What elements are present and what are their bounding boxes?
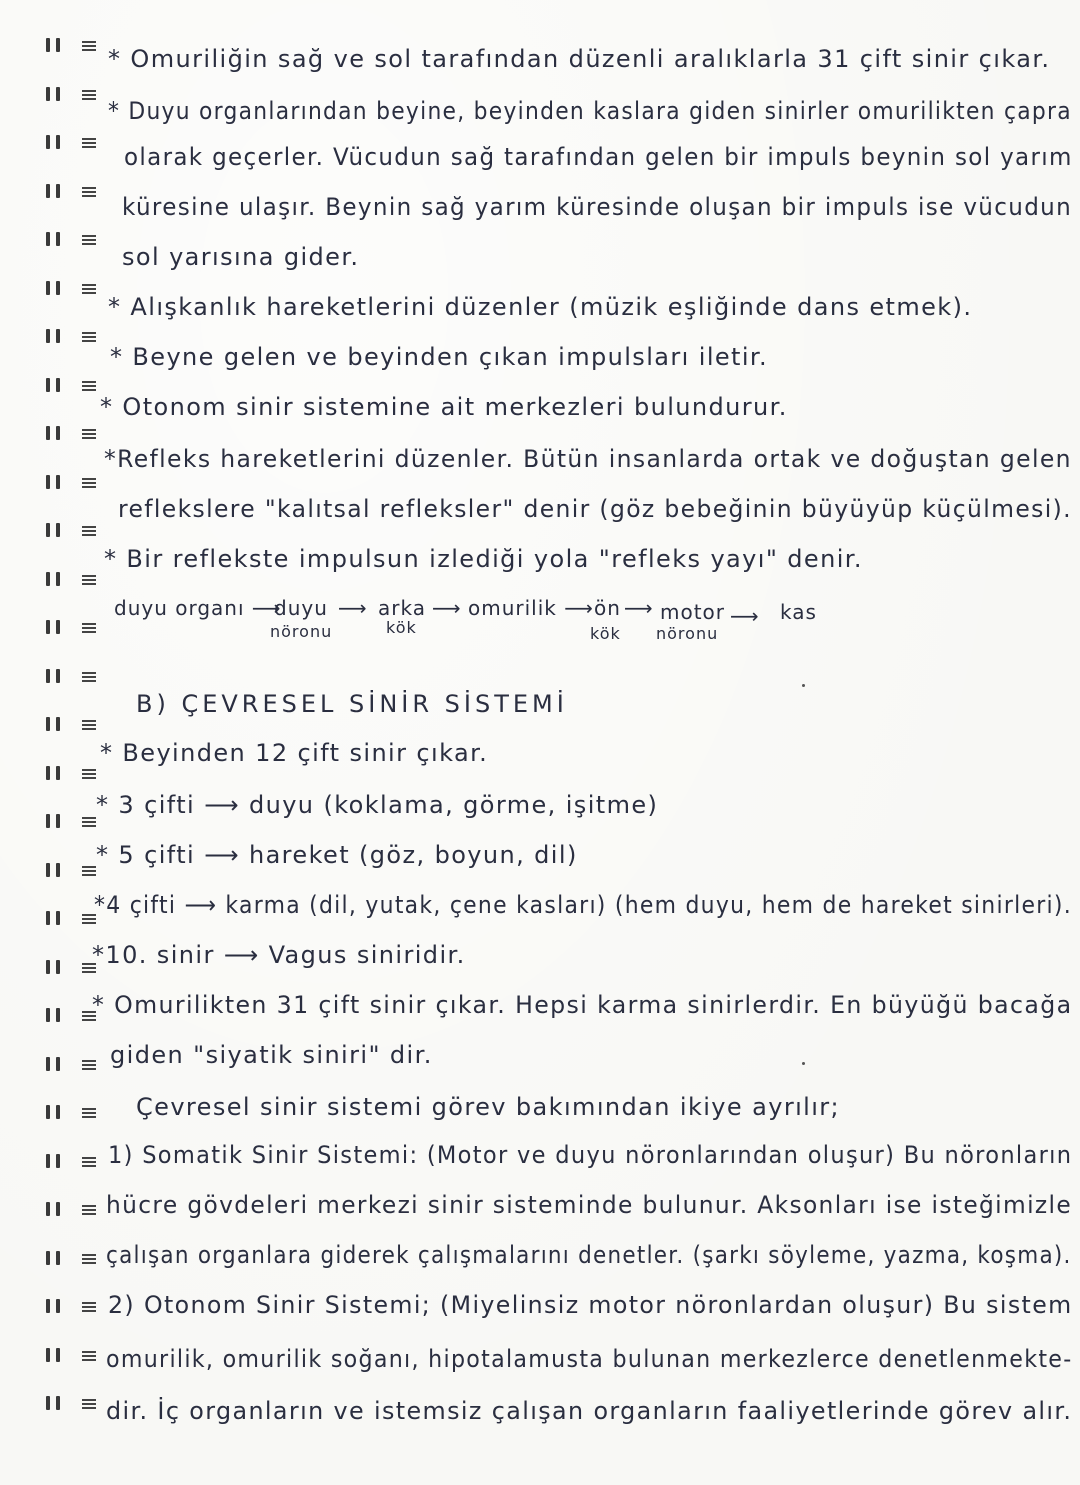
text-line-21: hücre gövdeleri merkezi sinir sisteminde bulunur. Aksonları ise isteğimizle — [106, 1191, 1073, 1219]
binding-ring — [40, 669, 96, 683]
binding-ring — [40, 863, 96, 877]
binding-ring — [40, 475, 96, 489]
text-line-20: 1) Somatik Sinir Sistemi: (Motor ve duyu nöronlarından oluşur) Bu nöronların — [108, 1141, 1073, 1169]
binding-ring — [40, 426, 96, 440]
text-line-18: giden "siyatik siniri" dir. — [110, 1041, 433, 1069]
pencil-dot-2 — [802, 1062, 805, 1065]
binding-ring — [40, 572, 96, 586]
binding-ring — [40, 1057, 96, 1071]
binding-ring — [40, 232, 96, 246]
reflex-step-ventral: ön — [594, 596, 621, 620]
binding-ring — [40, 1008, 96, 1022]
text-line-16: *10. sinir ⟶ Vagus siniridir. — [92, 941, 466, 969]
binding-ring — [40, 1348, 96, 1362]
text-line-5: sol yarısına gider. — [122, 243, 360, 271]
binding-ring — [40, 87, 96, 101]
reflex-step-sensory: duyu — [274, 596, 328, 620]
text-line-19: Çevresel sinir sistemi görev bakımından ikiye ayrılır; — [136, 1093, 841, 1121]
text-line-17: * Omurilikten 31 çift sinir çıkar. Hepsi karma sinirlerdir. En büyüğü bacağa — [92, 991, 1073, 1019]
binding-ring — [40, 38, 96, 52]
reflex-arrow-2: ⟶ — [338, 596, 368, 620]
binding-ring — [40, 378, 96, 392]
reflex-step-dorsal-sub: kök — [386, 618, 417, 637]
text-line-11: * Bir reflekste impulsun izlediği yola "refleks yayı" denir. — [104, 545, 863, 573]
binding-ring — [40, 1202, 96, 1216]
binding-ring — [40, 1396, 96, 1410]
binding-ring — [40, 766, 96, 780]
binding-ring — [40, 1154, 96, 1168]
binding-ring — [40, 717, 96, 731]
binding-ring — [40, 184, 96, 198]
binding-ring — [40, 620, 96, 634]
reflex-arrow-3: ⟶ — [432, 596, 462, 620]
reflex-step-motor-sub: nöronu — [656, 624, 719, 643]
reflex-arrow-6: ⟶ — [730, 604, 760, 628]
text-line-12: * Beyinden 12 çift sinir çıkar. — [100, 739, 489, 767]
reflex-step-ventral-sub: kök — [590, 624, 621, 643]
binding-ring — [40, 911, 96, 925]
reflex-step-motor: motor — [660, 600, 726, 624]
text-line-8: * Otonom sinir sistemine ait merkezleri bulundurur. — [100, 393, 788, 421]
reflex-step-sense-organ: duyu organı ⟶ — [114, 596, 282, 620]
text-line-10: reflekslere "kalıtsal refleksler" denir (göz bebeğinin büyüyüp küçülmesi). — [118, 495, 1072, 523]
binding-ring — [40, 960, 96, 974]
text-line-6: * Alışkanlık hareketlerini düzenler (müzik eşliğinde dans etmek). — [108, 293, 973, 321]
reflex-step-sensory-sub: nöronu — [270, 622, 333, 641]
text-line-23: 2) Otonom Sinir Sistemi; (Miyelinsiz motor nöronlardan oluşur) Bu sistem — [108, 1291, 1073, 1319]
binding-ring — [40, 814, 96, 828]
text-line-14: * 5 çifti ⟶ hareket (göz, boyun, dil) — [96, 841, 578, 869]
reflex-step-muscle: kas — [780, 600, 817, 624]
text-line-3: olarak geçerler. Vücudun sağ tarafından gelen bir impuls beynin sol yarım — [124, 143, 1073, 171]
spiral-binding — [40, 38, 100, 1438]
binding-ring — [40, 1299, 96, 1313]
reflex-arrow-5: ⟶ — [624, 596, 654, 620]
reflex-step-dorsal: arka — [378, 596, 426, 620]
binding-ring — [40, 523, 96, 537]
text-line-2: * Duyu organlarından beyine, beyinden kaslara giden sinirler omurilikten çapra — [108, 97, 1072, 125]
binding-ring — [40, 281, 96, 295]
text-line-7: * Beyne gelen ve beyinden çıkan impulsları iletir. — [110, 343, 769, 371]
binding-ring — [40, 1251, 96, 1265]
section-heading: B) ÇEVRESEL SİNİR SİSTEMİ — [136, 690, 568, 718]
text-line-13: * 3 çifti ⟶ duyu (koklama, görme, işitme) — [96, 791, 659, 819]
text-line-9: *Refleks hareketlerini düzenler. Bütün insanlarda ortak ve doğuştan gelen — [104, 445, 1072, 473]
reflex-step-spinal-cord: omurilik ⟶ — [468, 596, 594, 620]
text-line-24: omurilik, omurilik soğanı, hipotalamusta bulunan merkezlerce denetlenmekte- — [106, 1345, 1073, 1373]
text-line-4: küresine ulaşır. Beynin sağ yarım küresinde oluşan bir impuls ise vücudun — [122, 193, 1073, 221]
text-line-1: * Omuriliğin sağ ve sol tarafından düzenli aralıklarla 31 çift sinir çıkar. — [108, 45, 1051, 73]
binding-ring — [40, 1105, 96, 1119]
text-line-25: dir. İç organların ve istemsiz çalışan organların faaliyetlerinde görev alır. — [106, 1397, 1073, 1425]
text-line-22: çalışan organlara giderek çalışmalarını denetler. (şarkı söyleme, yazma, koşma). — [106, 1241, 1072, 1269]
binding-ring — [40, 135, 96, 149]
text-line-15: *4 çifti ⟶ karma (dil, yutak, çene kasları) (hem duyu, hem de hareket sinirleri). — [94, 891, 1072, 919]
binding-ring — [40, 329, 96, 343]
pencil-dot — [802, 684, 805, 687]
